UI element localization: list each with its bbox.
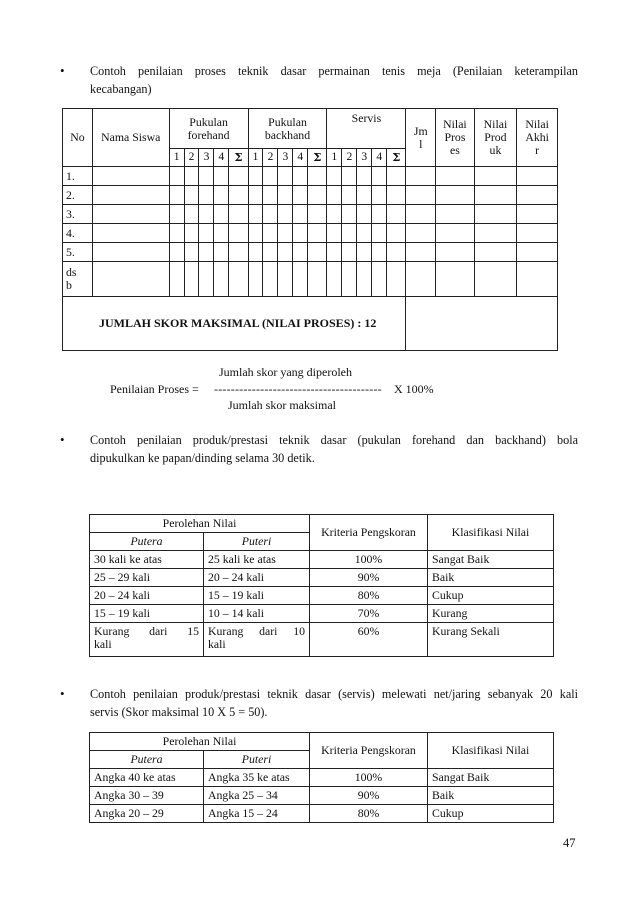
table-cell [308,186,327,205]
table-cell [474,186,517,205]
header-puteri: Puteri [204,751,310,769]
sub-header-bh-1: 1 [248,149,263,167]
sub-header-fh-sigma: Σ [229,149,248,167]
header-nilai-proses-2: Pros [444,130,466,144]
sub-header-sv-3: 3 [357,149,372,167]
cell-putera: 20 – 24 kali [90,587,204,605]
table-row-label: 5. [63,243,93,262]
table-cell [357,205,372,224]
table-row [90,787,554,805]
table-cell [92,186,169,205]
sub-header-fh-1: 1 [169,149,184,167]
cell-putera: 15 – 19 kali [90,605,204,623]
table-cell [293,243,308,262]
header-nilai-akhir [517,109,558,167]
table-row [63,243,558,262]
cell-kriteria: 100% [310,769,428,787]
servis-score-table [89,732,554,823]
table-cell [327,243,342,262]
cell-klasifikasi: Cukup [428,587,554,605]
cell-putera: Angka 20 – 29 [90,805,204,823]
table-cell [293,167,308,186]
table-cell [263,205,278,224]
sub-header-sv-2: 2 [342,149,357,167]
table-cell [248,243,263,262]
table-cell [278,243,293,262]
table-cell [199,186,214,205]
cell-putera: Angka 30 – 39 [90,787,204,805]
cell-kriteria: 80% [310,805,428,823]
table-cell [308,224,327,243]
table-row [63,186,558,205]
cell-kriteria: 90% [310,787,428,805]
putera-last-2: kali [94,637,112,651]
table-cell [214,224,229,243]
cell-puteri: 20 – 24 kali [204,569,310,587]
bullet-1-marker: • [60,63,65,78]
bullet-1-line-2: kecabangan) [90,82,152,96]
table-cell [263,186,278,205]
table-cell [229,205,248,224]
table-cell [327,224,342,243]
bullet-2-line-2: dipukulkan ke papan/dinding selama 30 detik. [90,451,315,465]
header-backhand-2: backhand [264,127,311,142]
header-forehand-2: forehand [187,127,230,142]
bullet-3-line-2: servis (Skor maksimal 10 X 5 = 50). [90,705,268,719]
cell-klasifikasi: Sangat Baik [428,769,554,787]
table-cell [406,205,436,224]
formula-dashes: ---------------------------------------- [214,382,382,396]
klasifikasi-last: Kurang Sekali [428,623,554,657]
table-cell [436,167,474,186]
putera-last-1: Kurang dari 15 [94,624,199,638]
table-row [90,605,554,623]
table-cell [372,167,387,186]
table-cell [517,186,558,205]
table-cell [293,224,308,243]
table-cell [293,205,308,224]
table-cell [387,224,406,243]
table-cell [474,205,517,224]
table-cell [436,224,474,243]
table-cell [474,167,517,186]
table-cell [372,186,387,205]
cell-klasifikasi: Kurang [428,605,554,623]
header-nama-siswa: Nama Siswa [92,109,169,167]
table-cell [372,224,387,243]
formula-numerator: Jumlah skor yang diperoleh [219,365,352,379]
table-cell [184,243,199,262]
row-dsb-2: b [66,278,72,292]
table-cell [308,243,327,262]
cell-puteri: Angka 15 – 24 [204,805,310,823]
table-cell [327,205,342,224]
header-nilai-proses [436,109,474,167]
table-cell [169,224,184,243]
table-cell [436,186,474,205]
table-row [90,805,554,823]
table-cell [342,167,357,186]
table-cell [199,243,214,262]
header-nilai-produk-3: uk [489,143,502,157]
header-nilai-akhir-3: r [535,143,540,157]
table-cell [248,167,263,186]
table-row [90,587,554,605]
bullet-2-line-1: Contoh penilaian produk/prestasi teknik dasar (pukulan forehand dan backhand) bola [90,433,578,447]
header-nilai-akhir-2: Akhi [525,130,549,144]
table-row [90,769,554,787]
sub-header-bh-4: 4 [293,149,308,167]
table-cell [387,167,406,186]
table-cell [372,243,387,262]
table-cell [342,224,357,243]
table-cell [308,167,327,186]
table-cell [229,167,248,186]
header-nilai-produk-2: Prod [484,130,507,144]
puteri-last-1: Kurang dari 10 [208,624,305,638]
table-cell [357,224,372,243]
table-cell [229,186,248,205]
sub-header-fh-2: 2 [184,149,199,167]
header-perolehan-nilai: Perolehan Nilai [90,733,310,751]
table-cell [357,167,372,186]
table-cell [199,205,214,224]
table-cell [327,186,342,205]
cell-klasifikasi: Cukup [428,805,554,823]
cell-puteri: 15 – 19 kali [204,587,310,605]
header-jml-1: Jm [413,123,428,138]
puteri-last-2: kali [208,637,226,651]
cell-putera: Angka 40 ke atas [90,769,204,787]
table-cell [184,205,199,224]
table-cell [184,186,199,205]
table-cell [387,186,406,205]
table-cell [92,167,169,186]
table-cell [184,167,199,186]
cell-putera: 25 – 29 kali [90,569,204,587]
table-cell [92,224,169,243]
row-dsb-1: ds [66,265,77,279]
table-cell [293,186,308,205]
table-row-putera [90,623,204,657]
table-row [63,167,558,186]
cell-putera: 30 kali ke atas [90,551,204,569]
sub-header-bh-3: 3 [278,149,293,167]
table-cell [372,205,387,224]
cell-puteri: Angka 25 – 34 [204,787,310,805]
table-cell [517,205,558,224]
formula-left: Penilaian Proses = [110,382,199,396]
table-cell [92,243,169,262]
header-klasifikasi: Klasifikasi Nilai [428,515,554,551]
process-assessment-table [62,108,558,351]
table-cell [229,224,248,243]
header-jml [406,109,436,167]
table-cell [474,224,517,243]
table-cell [387,243,406,262]
table-row [63,205,558,224]
header-klasifikasi: Klasifikasi Nilai [428,733,554,769]
formula-denominator: Jumlah skor maksimal [228,398,336,412]
table-cell [357,186,372,205]
table-row-label: 4. [63,224,93,243]
header-jml-2: l [419,136,423,151]
cell-klasifikasi: Baik [428,787,554,805]
cell-kriteria: 100% [310,551,428,569]
cell-puteri: Angka 35 ke atas [204,769,310,787]
table-cell [263,243,278,262]
table-cell [342,205,357,224]
forehand-backhand-score-table [89,514,554,657]
bullet-1-line-1: Contoh penilaian proses teknik dasar permainan tenis meja (Penilaian keterampilan [90,64,578,78]
table-cell [517,243,558,262]
header-kriteria: Kriteria Pengskoran [310,733,428,769]
page-number: 47 [563,836,576,850]
sub-header-sv-4: 4 [372,149,387,167]
table-cell [474,243,517,262]
header-putera: Putera [90,751,204,769]
table-row [63,224,558,243]
table-row [90,569,554,587]
table-cell [214,186,229,205]
sub-header-sv-sigma: Σ [387,149,406,167]
table-cell [278,167,293,186]
table-cell [214,243,229,262]
header-backhand [248,109,327,149]
table-cell [248,186,263,205]
cell-kriteria: 70% [310,605,428,623]
header-perolehan-nilai: Perolehan Nilai [90,515,310,533]
bullet-3-marker: • [60,686,65,701]
cell-kriteria: 90% [310,569,428,587]
header-forehand-1: Pukulan [189,114,228,129]
header-kriteria: Kriteria Pengskoran [310,515,428,551]
kriteria-last: 60% [310,623,428,657]
header-nilai-proses-3: es [450,143,460,157]
table-cell [406,243,436,262]
table-cell [169,167,184,186]
table-row-label: 1. [63,167,93,186]
table-cell [387,205,406,224]
bullet-1-text [90,62,578,98]
table-cell [517,167,558,186]
bullet-3-line-1: Contoh penilaian produk/prestasi teknik dasar (servis) melewati net/jaring sebanyak 20 kali [90,687,578,701]
header-puteri: Puteri [204,533,310,551]
sub-header-bh-2: 2 [263,149,278,167]
table-cell [436,205,474,224]
cell-kriteria: 80% [310,587,428,605]
table-row-label [63,262,93,297]
table-cell [263,224,278,243]
bullet-3-text [90,685,578,721]
table-row-label: 2. [63,186,93,205]
cell-klasifikasi: Sangat Baik [428,551,554,569]
header-nilai-proses-1: Nilai [443,117,467,131]
table-cell [248,224,263,243]
header-servis: Servis [327,109,406,149]
table-cell [357,243,372,262]
header-no: No [63,109,93,167]
table-cell [169,205,184,224]
sub-header-sv-1: 1 [327,149,342,167]
header-forehand [169,109,248,149]
table-cell [169,186,184,205]
cell-puteri: 25 kali ke atas [204,551,310,569]
sub-header-bh-sigma: Σ [308,149,327,167]
bullet-2-marker: • [60,432,65,447]
table-cell [248,205,263,224]
header-nilai-produk [474,109,517,167]
table-cell [92,205,169,224]
table-cell [406,186,436,205]
table-cell [308,205,327,224]
table-cell [214,205,229,224]
table-row [90,551,554,569]
cell-puteri: 10 – 14 kali [204,605,310,623]
header-nilai-produk-1: Nilai [483,117,508,131]
table-cell [278,186,293,205]
formula-right: X 100% [394,382,434,396]
sub-header-fh-3: 3 [199,149,214,167]
total-max-score: JUMLAH SKOR MAKSIMAL (NILAI PROSES) : 12 [63,297,406,351]
table-cell [229,243,248,262]
table-cell [278,224,293,243]
table-cell [517,224,558,243]
bullet-2-text [90,431,578,467]
table-cell [199,224,214,243]
table-cell [199,167,214,186]
table-row-puteri [204,623,310,657]
header-nilai-akhir-1: Nilai [525,117,549,131]
header-backhand-1: Pukulan [268,114,307,129]
table-cell [342,186,357,205]
cell-klasifikasi: Baik [428,569,554,587]
table-cell [263,167,278,186]
sub-header-fh-4: 4 [214,149,229,167]
table-cell [278,205,293,224]
table-cell [214,167,229,186]
header-putera: Putera [90,533,204,551]
table-cell [169,243,184,262]
table-cell [406,167,436,186]
table-cell [184,224,199,243]
table-cell [406,224,436,243]
table-cell [342,243,357,262]
table-cell [436,243,474,262]
table-cell [327,167,342,186]
table-row-label: 3. [63,205,93,224]
